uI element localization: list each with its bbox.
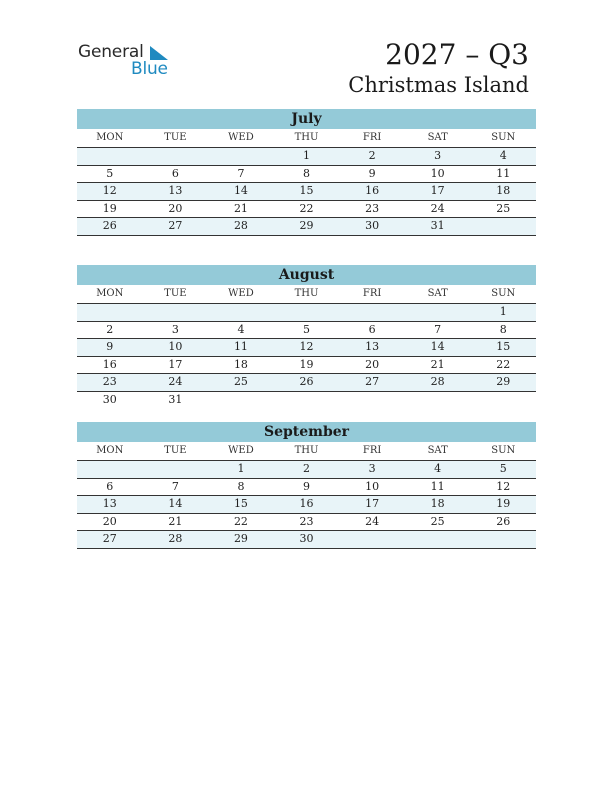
weekday-label: FRI bbox=[362, 132, 382, 143]
week-row bbox=[77, 322, 536, 340]
day-cell: 5 bbox=[303, 322, 311, 336]
month-header: September bbox=[77, 422, 536, 442]
day-cell: 30 bbox=[365, 219, 380, 232]
day-cell: 21 bbox=[233, 201, 248, 215]
day-cell: 22 bbox=[233, 514, 248, 528]
day-cell bbox=[339, 531, 405, 548]
day-cell: 1 bbox=[499, 305, 507, 318]
weekday-label: SUN bbox=[491, 288, 516, 299]
day-cell bbox=[77, 148, 143, 165]
day-cell: 20 bbox=[168, 201, 183, 215]
weekday-label: SAT bbox=[427, 445, 448, 456]
day-cell: 29 bbox=[496, 375, 511, 388]
week-row bbox=[77, 218, 536, 236]
day-cell: 8 bbox=[237, 479, 245, 493]
day-cell: 5 bbox=[106, 166, 114, 180]
weekday-label: SUN bbox=[491, 132, 516, 143]
day-cell: 27 bbox=[168, 219, 183, 232]
day-cell: 5 bbox=[499, 462, 507, 475]
day-cell: 14 bbox=[168, 497, 183, 510]
day-cell bbox=[405, 531, 471, 548]
week-row bbox=[77, 148, 536, 166]
day-cell: 28 bbox=[168, 532, 183, 545]
day-cell: 18 bbox=[496, 184, 511, 197]
day-cell: 6 bbox=[368, 322, 376, 336]
day-cell: 26 bbox=[102, 219, 117, 232]
day-cell: 2 bbox=[368, 149, 376, 162]
day-cell bbox=[77, 461, 143, 478]
day-cell: 29 bbox=[299, 219, 314, 232]
day-cell: 10 bbox=[365, 479, 380, 493]
day-cell: 16 bbox=[299, 497, 314, 510]
month-header: July bbox=[77, 109, 536, 129]
day-cell: 9 bbox=[106, 340, 114, 353]
month-calendar-september bbox=[77, 422, 536, 549]
weekday-row bbox=[77, 129, 536, 148]
day-cell: 21 bbox=[430, 357, 445, 371]
day-cell bbox=[339, 392, 405, 409]
day-cell: 23 bbox=[102, 375, 117, 388]
logo-word-general: General bbox=[78, 42, 144, 62]
week-row bbox=[77, 339, 536, 357]
day-cell bbox=[208, 392, 274, 409]
day-cell: 11 bbox=[430, 479, 445, 493]
day-cell: 2 bbox=[106, 322, 114, 336]
day-cell: 23 bbox=[365, 201, 380, 215]
day-cell bbox=[405, 304, 471, 321]
day-cell: 3 bbox=[171, 322, 179, 336]
month-calendar-july bbox=[77, 109, 536, 236]
page-title: 2027 – Q3 bbox=[385, 38, 529, 71]
weekday-label: SAT bbox=[427, 288, 448, 299]
day-cell: 4 bbox=[434, 462, 442, 475]
day-cell: 20 bbox=[102, 514, 117, 528]
week-row bbox=[77, 461, 536, 479]
day-cell bbox=[143, 148, 209, 165]
day-cell: 15 bbox=[299, 184, 314, 197]
day-cell: 24 bbox=[430, 201, 445, 215]
month-header: August bbox=[77, 265, 536, 285]
day-cell: 11 bbox=[233, 340, 248, 353]
week-row bbox=[77, 531, 536, 549]
day-cell: 1 bbox=[237, 462, 245, 475]
day-cell: 27 bbox=[102, 532, 117, 545]
logo bbox=[78, 42, 178, 80]
day-cell bbox=[470, 392, 536, 409]
day-cell: 19 bbox=[496, 497, 511, 510]
weekday-label: MON bbox=[96, 132, 124, 143]
weekday-label: FRI bbox=[362, 445, 382, 456]
page-subtitle: Christmas Island bbox=[348, 73, 529, 97]
day-cell bbox=[208, 304, 274, 321]
week-row bbox=[77, 166, 536, 184]
day-cell: 18 bbox=[430, 497, 445, 510]
weekday-label: MON bbox=[96, 288, 124, 299]
logo-word-blue: Blue bbox=[131, 59, 168, 79]
day-cell: 6 bbox=[171, 166, 179, 180]
day-cell bbox=[143, 461, 209, 478]
day-cell bbox=[274, 392, 340, 409]
weekday-row bbox=[77, 442, 536, 461]
day-cell: 21 bbox=[168, 514, 183, 528]
week-row bbox=[77, 479, 536, 497]
day-cell: 14 bbox=[430, 340, 445, 353]
weekday-label: WED bbox=[228, 288, 254, 299]
day-cell: 26 bbox=[496, 514, 511, 528]
day-cell: 8 bbox=[303, 166, 311, 180]
day-cell: 22 bbox=[299, 201, 314, 215]
day-cell: 25 bbox=[430, 514, 445, 528]
week-row bbox=[77, 304, 536, 322]
day-cell bbox=[77, 304, 143, 321]
day-cell: 17 bbox=[168, 357, 183, 371]
day-cell: 19 bbox=[102, 201, 117, 215]
day-cell: 12 bbox=[102, 184, 117, 197]
day-cell: 4 bbox=[237, 322, 245, 336]
day-cell: 9 bbox=[368, 166, 376, 180]
day-cell: 30 bbox=[299, 532, 314, 545]
day-cell: 9 bbox=[303, 479, 311, 493]
day-cell bbox=[143, 304, 209, 321]
week-row bbox=[77, 183, 536, 201]
day-cell: 23 bbox=[299, 514, 314, 528]
weekday-label: MON bbox=[96, 445, 124, 456]
weekday-label: TUE bbox=[164, 445, 187, 456]
weekday-label: SUN bbox=[491, 445, 516, 456]
day-cell: 19 bbox=[299, 357, 314, 371]
day-cell: 26 bbox=[299, 375, 314, 388]
day-cell bbox=[470, 218, 536, 235]
day-cell: 17 bbox=[430, 184, 445, 197]
day-cell: 7 bbox=[434, 322, 442, 336]
day-cell: 11 bbox=[496, 166, 511, 180]
day-cell: 25 bbox=[496, 201, 511, 215]
day-cell: 13 bbox=[168, 184, 183, 197]
day-cell: 14 bbox=[233, 184, 248, 197]
day-cell: 31 bbox=[168, 392, 183, 406]
day-cell: 24 bbox=[365, 514, 380, 528]
day-cell: 7 bbox=[171, 479, 179, 493]
day-cell: 25 bbox=[233, 375, 248, 388]
day-cell: 28 bbox=[430, 375, 445, 388]
day-cell: 30 bbox=[102, 392, 117, 406]
week-row bbox=[77, 201, 536, 219]
day-cell: 8 bbox=[499, 322, 507, 336]
day-cell: 31 bbox=[430, 219, 445, 232]
day-cell: 10 bbox=[430, 166, 445, 180]
week-row bbox=[77, 374, 536, 392]
day-cell bbox=[405, 392, 471, 409]
day-cell: 15 bbox=[233, 497, 248, 510]
weekday-label: TUE bbox=[164, 132, 187, 143]
day-cell: 22 bbox=[496, 357, 511, 371]
week-row bbox=[77, 514, 536, 532]
day-cell bbox=[208, 148, 274, 165]
day-cell: 28 bbox=[233, 219, 248, 232]
day-cell: 15 bbox=[496, 340, 511, 353]
day-cell bbox=[470, 531, 536, 548]
weekday-label: WED bbox=[228, 132, 254, 143]
weekday-label: THU bbox=[294, 288, 319, 299]
week-row bbox=[77, 357, 536, 375]
day-cell: 16 bbox=[365, 184, 380, 197]
day-cell: 10 bbox=[168, 340, 183, 353]
day-cell: 4 bbox=[499, 149, 507, 162]
weekday-label: THU bbox=[294, 132, 319, 143]
weekday-label: TUE bbox=[164, 288, 187, 299]
day-cell: 29 bbox=[233, 532, 248, 545]
day-cell: 3 bbox=[368, 462, 376, 475]
day-cell bbox=[274, 304, 340, 321]
week-row bbox=[77, 496, 536, 514]
day-cell: 27 bbox=[365, 375, 380, 388]
day-cell bbox=[339, 304, 405, 321]
day-cell: 16 bbox=[102, 357, 117, 371]
day-cell: 13 bbox=[102, 497, 117, 510]
day-cell: 18 bbox=[233, 357, 248, 371]
day-cell: 2 bbox=[303, 462, 311, 475]
week-row bbox=[77, 392, 536, 409]
day-cell: 20 bbox=[365, 357, 380, 371]
day-cell: 13 bbox=[365, 340, 380, 353]
day-cell: 7 bbox=[237, 166, 245, 180]
day-cell: 12 bbox=[299, 340, 314, 353]
weekday-label: THU bbox=[294, 445, 319, 456]
day-cell: 12 bbox=[496, 479, 511, 493]
weekday-row bbox=[77, 285, 536, 304]
day-cell: 24 bbox=[168, 375, 183, 388]
day-cell: 6 bbox=[106, 479, 114, 493]
month-calendar-august bbox=[77, 265, 536, 408]
weekday-label: WED bbox=[228, 445, 254, 456]
day-cell: 1 bbox=[303, 149, 311, 162]
weekday-label: SAT bbox=[427, 132, 448, 143]
day-cell: 3 bbox=[434, 149, 442, 162]
weekday-label: FRI bbox=[362, 288, 382, 299]
day-cell: 17 bbox=[365, 497, 380, 510]
